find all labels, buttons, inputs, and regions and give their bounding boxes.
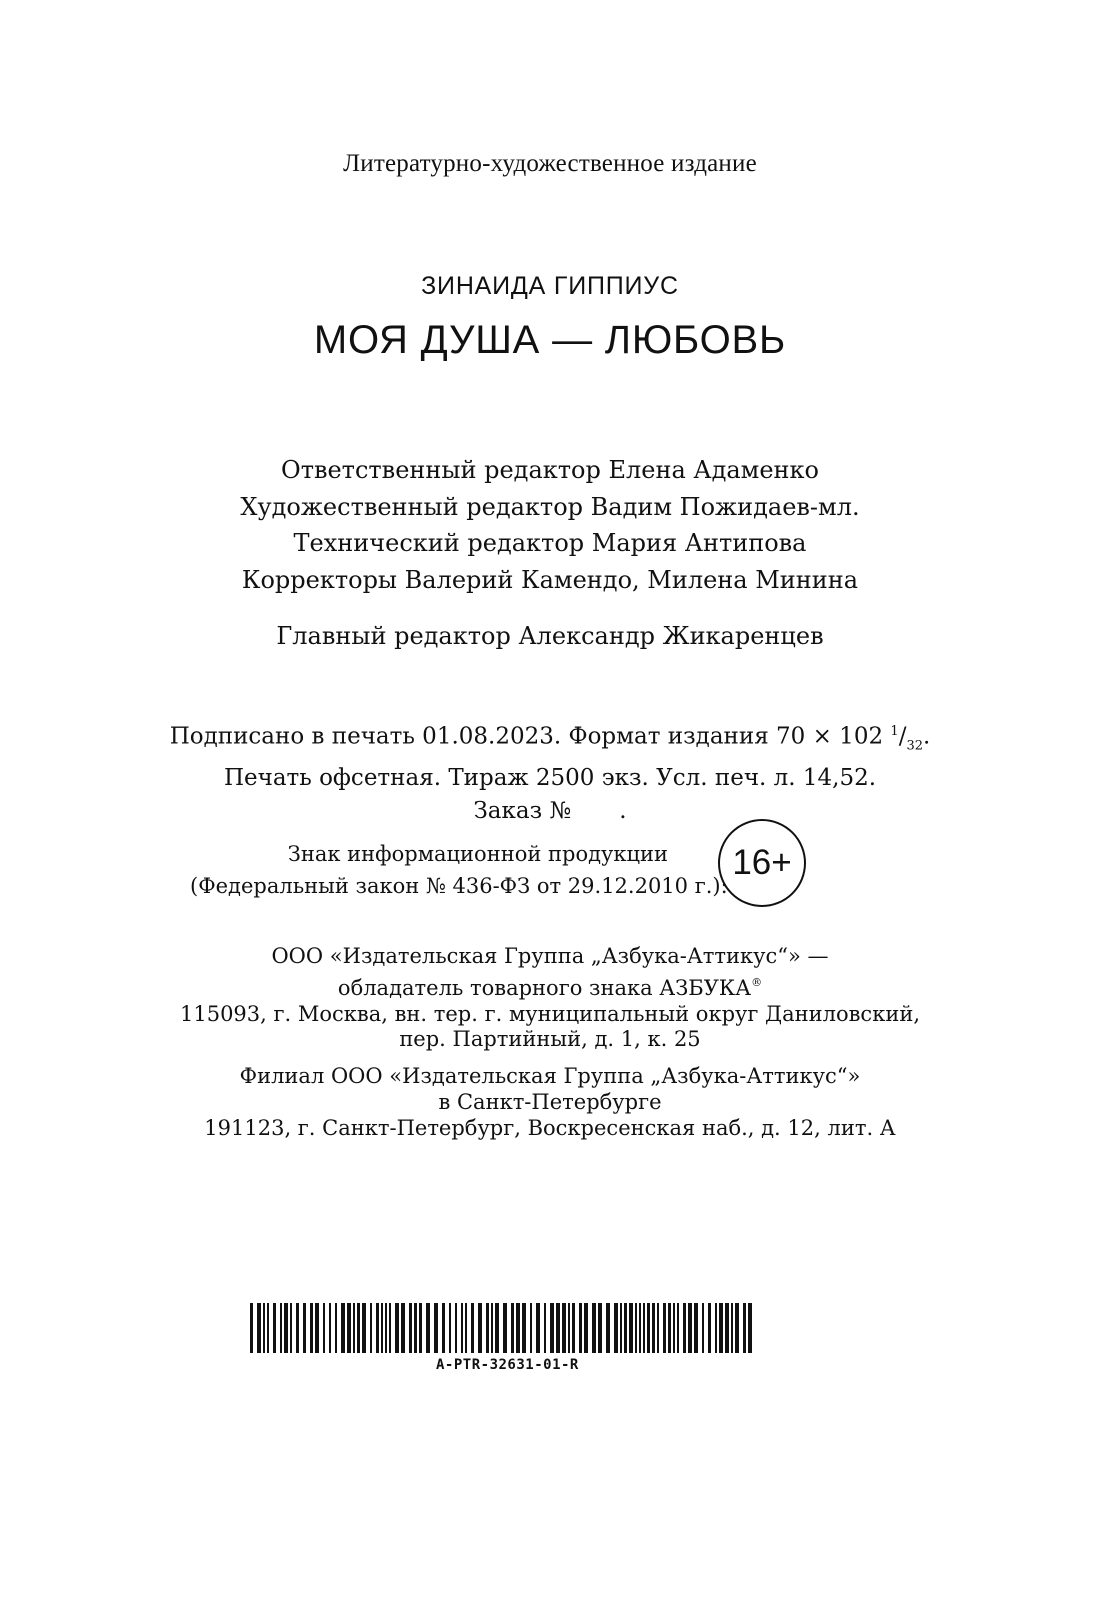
barcode-bar: [250, 1303, 253, 1353]
barcode-bar: [606, 1303, 610, 1353]
credit-line: Художественный редактор Вадим Пожидаев-мл.: [240, 492, 860, 521]
barcode-bar: [303, 1303, 306, 1353]
credit-line: Технический редактор Мария Антипова: [293, 529, 807, 557]
barcode-bar: [743, 1303, 746, 1353]
publisher-line-1: ООО «Издательская Группа „Азбука-Аттикус“» —: [271, 944, 829, 968]
barcode-bar: [376, 1303, 379, 1353]
barcode-bars-icon: [248, 1303, 758, 1353]
branch-line-3: 191123, г. Санкт-Петербург, Воскресенская наб., д. 12, лит. А: [204, 1115, 896, 1140]
edition-type: Литературно-художественное издание: [343, 150, 757, 177]
barcode-bar: [522, 1303, 526, 1353]
order-number-label: Заказ №: [473, 798, 572, 825]
barcode-bar: [694, 1303, 698, 1353]
age-rating-text: [190, 838, 728, 902]
print-format-text: Подписано в печать 01.08.2023. Формат издания 70 × 102: [169, 723, 884, 750]
barcode-bar: [362, 1303, 366, 1353]
barcode-bar: [562, 1303, 566, 1353]
barcode-label: A-PTR-32631-01-R: [436, 1357, 579, 1373]
barcode-bar: [491, 1303, 493, 1353]
barcode-bar: [748, 1303, 752, 1353]
barcode-bar: [647, 1303, 650, 1353]
publisher-line-3: 115093, г. Москва, вн. тер. г. муниципальный округ Даниловский,: [179, 1001, 920, 1026]
barcode-bar: [725, 1303, 729, 1353]
barcode-bar: [315, 1303, 319, 1353]
credit-line: Ответственный редактор Елена Адаменко: [281, 456, 819, 484]
barcode-bar: [273, 1303, 276, 1353]
barcode-bar: [731, 1303, 733, 1353]
barcode-bar: [290, 1303, 292, 1353]
branch-line-1: Филиал ООО «Издательская Группа „Азбука-Аттикус“»: [239, 1064, 861, 1088]
barcode-bar: [677, 1303, 679, 1353]
branch-block: [0, 1064, 1100, 1141]
barcode-bar: [663, 1303, 666, 1353]
barcode-bar: [643, 1303, 645, 1353]
barcode-bar: [267, 1303, 269, 1353]
print-format-end: .: [922, 723, 931, 750]
barcode-bar: [335, 1303, 337, 1353]
barcode-bar: [629, 1303, 633, 1353]
barcode-bar: [341, 1303, 345, 1353]
barcode-bar: [347, 1303, 351, 1353]
print-info: [0, 715, 1100, 828]
barcode-bar: [329, 1303, 331, 1353]
barcode-bar: [263, 1303, 265, 1353]
publisher-block: [0, 944, 1100, 1053]
age-rating-line-1: Знак информационной продукции: [287, 842, 668, 866]
barcode-bar: [715, 1303, 717, 1353]
barcode-bar: [584, 1303, 588, 1353]
barcode-bar: [471, 1303, 474, 1353]
barcode-bar: [516, 1303, 520, 1353]
barcode-bar: [657, 1303, 659, 1353]
barcode-bar: [673, 1303, 675, 1353]
barcode-bar: [550, 1303, 554, 1353]
order-number-end: .: [619, 798, 627, 825]
barcode-bar: [544, 1303, 546, 1353]
barcode-bar: [624, 1303, 627, 1353]
barcode-bar: [719, 1303, 723, 1353]
barcode-bar: [353, 1303, 355, 1353]
barcode-bar: [370, 1303, 372, 1353]
barcode-bar: [442, 1303, 445, 1353]
barcode-bar: [395, 1303, 399, 1353]
credits-block: [0, 452, 1100, 598]
barcode-bar: [434, 1303, 438, 1353]
print-info-line-3: [0, 795, 1100, 828]
barcode-bar: [688, 1303, 692, 1353]
age-rating-badge: 16+: [718, 819, 806, 907]
barcode-bar: [511, 1303, 514, 1353]
barcode-bar: [530, 1303, 532, 1353]
registered-mark-icon: ®: [751, 975, 763, 989]
barcode-bar: [381, 1303, 383, 1353]
barcode-bar: [536, 1303, 540, 1353]
barcode-bar: [414, 1303, 417, 1353]
branch-line-2: в Санкт-Петербурге: [438, 1089, 662, 1114]
barcode-bar: [639, 1303, 641, 1353]
barcode-bar: [385, 1303, 387, 1353]
barcode-bar: [708, 1303, 711, 1353]
barcode-bar: [635, 1303, 637, 1353]
barcode-bar: [592, 1303, 596, 1353]
barcode-bar: [461, 1303, 463, 1353]
barcode-bar: [668, 1303, 671, 1353]
barcode-bar: [426, 1303, 430, 1353]
fraction-denominator: 32: [906, 738, 923, 754]
barcode-bar: [449, 1303, 451, 1353]
print-info-line-2: Печать офсетная. Тираж 2500 экз. Усл. печ. л. 14,52.: [223, 765, 877, 792]
barcode-bar: [620, 1303, 622, 1353]
trademark-text: обладатель товарного знака АЗБУКА: [337, 975, 752, 1000]
barcode-bar: [614, 1303, 618, 1353]
barcode-bar: [389, 1303, 391, 1353]
barcode-bar: [495, 1303, 499, 1353]
print-info-line-1: [0, 715, 1100, 762]
barcode-bar: [478, 1303, 482, 1353]
barcode-bar: [652, 1303, 655, 1353]
barcode-bar: [702, 1303, 704, 1353]
author-name: ЗИНАИДА ГИППИУС: [421, 272, 679, 300]
barcode-bar: [579, 1303, 582, 1353]
barcode-bar: [310, 1303, 313, 1353]
barcode-bar: [280, 1303, 282, 1353]
barcode-bar: [486, 1303, 489, 1353]
barcode-bar: [735, 1303, 739, 1353]
barcode-bar: [409, 1303, 412, 1353]
barcode-bar: [465, 1303, 467, 1353]
barcode-bar: [323, 1303, 325, 1353]
barcode-bar: [257, 1303, 261, 1353]
barcode-bar: [284, 1303, 288, 1353]
publisher-line-4: пер. Партийный, д. 1, к. 25: [399, 1027, 701, 1052]
credit-line: Корректоры Валерий Камендо, Милена Минина: [241, 565, 859, 594]
barcode-bar: [401, 1303, 405, 1353]
barcode-bar: [598, 1303, 602, 1353]
fraction-numerator: 1: [890, 724, 899, 739]
barcode-bar: [419, 1303, 422, 1353]
barcode-bar: [572, 1303, 575, 1353]
book-title: МОЯ ДУША — ЛЮБОВЬ: [313, 318, 787, 362]
barcode-bar: [568, 1303, 570, 1353]
age-rating-line-2: (Федеральный закон № 436-ФЗ от 29.12.2010 г.):: [190, 874, 728, 898]
barcode-bar: [556, 1303, 560, 1353]
publisher-line-2: [0, 970, 1100, 1002]
chief-editor: Главный редактор Александр Жикаренцев: [276, 622, 824, 650]
barcode-bar: [296, 1303, 299, 1353]
barcode-bar: [683, 1303, 686, 1353]
barcode: [248, 1303, 758, 1373]
barcode-bar: [357, 1303, 360, 1353]
barcode-bar: [455, 1303, 457, 1353]
fraction-slash: /: [898, 723, 907, 750]
barcode-bar: [503, 1303, 507, 1353]
